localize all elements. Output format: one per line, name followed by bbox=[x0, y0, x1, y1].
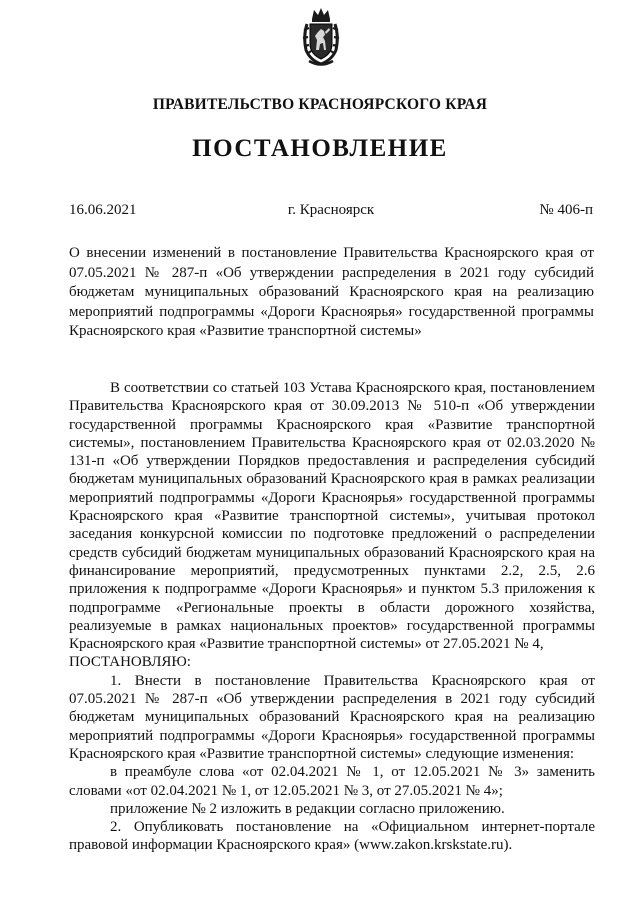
document-type-title: ПОСТАНОВЛЕНИЕ bbox=[192, 135, 448, 162]
decree-word: ПОСТАНОВЛЯЮ: bbox=[69, 654, 191, 671]
government-name: ПРАВИТЕЛЬСТВО КРАСНОЯРСКОГО КРАЯ bbox=[152, 96, 488, 113]
coat-of-arms-icon bbox=[301, 6, 341, 68]
clause-1-amendment-preamble: в преамбуле слова «от 02.04.2021 № 1, от 12.05.2021 № 3» заменить словами «от 02.04.2021 № 1, от 12.05.2021 № 3, от 27.05.2021 № 4»; bbox=[69, 764, 595, 799]
document-subject: О внесении изменений в постановление Правительства Красноярского края от 07.05.2021 № 287-п «Об утверждении распределения в 2021 году субсидий бюджетам муниципальных образований Красноярского края на реализацию мероприятий подпрограммы «Дороги Красноярья» государственной программы Красноярского края «Развитие транспортной системы» bbox=[69, 245, 594, 340]
document-date: 16.06.2021 bbox=[69, 202, 137, 218]
document-body bbox=[69, 379, 595, 855]
document-city: г. Красноярск bbox=[287, 202, 375, 218]
clause-1: 1. Внести в постановление Правительства Красноярского края от 07.05.2021 № 287-п «Об утверждении распределения в 2021 году субсидий бюджетам муниципальных образований Красноярского края на реализацию мероприятий подпрограммы «Дороги Красноярья» государственной программы Красноярского края «Развитие транспортной системы» следующие изменения: bbox=[69, 672, 595, 762]
document-number: № 406-п bbox=[539, 202, 593, 218]
document-meta bbox=[69, 202, 593, 222]
clause-1-amendment-appendix: приложение № 2 изложить в редакции согласно приложению. bbox=[110, 800, 505, 817]
clause-2: 2. Опубликовать постановление на «Официальном интернет-портале правовой информации Красноярского края» (www.zakon.krskstate.ru). bbox=[69, 819, 595, 854]
preamble-paragraph: В соответствии со статьей 103 Устава Красноярского края, постановлением Правительства Красноярского края от 30.09.2013 № 510-п «Об утверждении государственной программы Красноярского края «Развитие транспортной системы», постановлением Правительства Красноярского края от 02.03.2020 № 131-п «Об утверждении Порядков предоставления и распределения субсидий бюджетам муниципальных образований Красноярского края в рамках реализации мероприятий подпрограммы «Дороги Красноярья» государственной программы Красноярского края «Развитие транспортной системы», учитывая протокол заседания конкурсной комиссии по подготовке предложений о распределении средств субсидий бюджетам муниципальных образований Красноярского края на финансирование мероприятий, предусмотренных пунктами 2.2, 2.5, 2.6 приложения к подпрограмме «Дороги Красноярья» и пунктом 5.3 приложения к подпрограмме «Региональные проекты в области дорожного хозяйства, реализуемые в рамках национальных проектов» государственной программы Красноярского края «Развитие транспортной системы» от 27.05.2021 № 4, bbox=[69, 380, 595, 653]
